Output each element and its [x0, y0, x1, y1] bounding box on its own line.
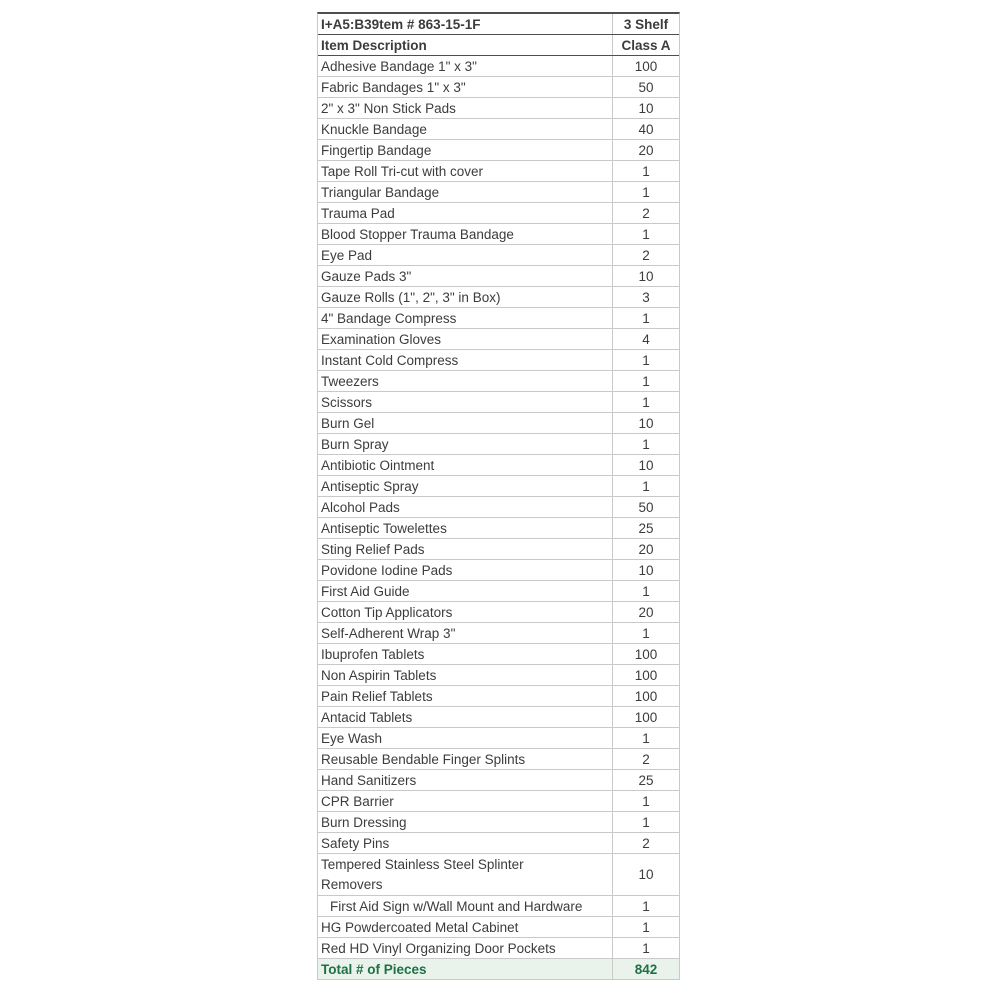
item-cell [318, 896, 613, 916]
table-row [318, 287, 679, 308]
item-cell [318, 686, 613, 706]
item-cell [318, 329, 613, 349]
item-label: Povidone Iodine Pads [321, 562, 453, 578]
qty-cell [613, 896, 679, 916]
table-row [318, 665, 679, 686]
table-row [318, 371, 679, 392]
qty-cell [613, 392, 679, 412]
item-cell [318, 728, 613, 748]
item-label: Gauze Rolls (1", 2", 3" in Box) [321, 289, 501, 305]
table-row [318, 203, 679, 224]
qty-cell [613, 560, 679, 580]
qty-value: 1 [642, 583, 650, 599]
item-cell [318, 623, 613, 643]
item-cell [318, 392, 613, 412]
table-row [318, 308, 679, 329]
qty-value: 100 [634, 709, 658, 725]
total-value-cell [613, 959, 679, 979]
item-cell [318, 707, 613, 727]
qty-cell [613, 791, 679, 811]
item-label: HG Powdercoated Metal Cabinet [321, 919, 519, 935]
item-cell [318, 854, 613, 895]
item-cell [318, 413, 613, 433]
item-cell [318, 287, 613, 307]
qty-value: 1 [642, 898, 650, 914]
item-cell [318, 98, 613, 118]
qty-value: 2 [642, 835, 650, 851]
item-label: Pain Relief Tablets [321, 688, 433, 704]
item-label: Tempered Stainless Steel Splinter Removers [321, 856, 524, 892]
item-cell [318, 938, 613, 958]
qty-cell [613, 329, 679, 349]
qty-value: 1 [642, 814, 650, 830]
qty-cell [613, 413, 679, 433]
qty-cell [613, 854, 679, 895]
item-label: Fabric Bandages 1" x 3" [321, 79, 466, 95]
qty-value: 1 [642, 730, 650, 746]
item-label: Non Aspirin Tablets [321, 667, 437, 683]
qty-value: 1 [642, 940, 650, 956]
table-body [318, 56, 679, 959]
qty-value: 100 [634, 646, 658, 662]
item-cell [318, 224, 613, 244]
item-label: Eye Wash [321, 730, 383, 746]
item-label: Gauze Pads 3" [321, 268, 412, 284]
qty-value: 1 [642, 310, 650, 326]
item-label: Antibiotic Ointment [321, 457, 435, 473]
qty-value: 1 [642, 226, 650, 242]
qty-value: 100 [634, 667, 658, 683]
qty-cell [613, 770, 679, 790]
qty-value: 1 [642, 184, 650, 200]
item-label: 2" x 3" Non Stick Pads [321, 100, 456, 116]
title-row [318, 14, 679, 35]
table-row [318, 749, 679, 770]
qty-cell [613, 140, 679, 160]
qty-value: 1 [642, 919, 650, 935]
table-row [318, 644, 679, 665]
table-row [318, 686, 679, 707]
table-row [318, 623, 679, 644]
item-cell [318, 476, 613, 496]
qty-value: 25 [638, 520, 654, 536]
qty-cell [613, 749, 679, 769]
qty-cell [613, 728, 679, 748]
item-label: Eye Pad [321, 247, 373, 263]
qty-value: 2 [642, 751, 650, 767]
qty-cell [613, 203, 679, 223]
qty-value: 1 [642, 793, 650, 809]
item-cell [318, 497, 613, 517]
item-label: First Aid Sign w/Wall Mount and Hardware [330, 898, 583, 914]
qty-value: 50 [638, 499, 654, 515]
item-label: Reusable Bendable Finger Splints [321, 751, 526, 767]
item-label: Knuckle Bandage [321, 121, 427, 137]
qty-value: 1 [642, 163, 650, 179]
item-label: Tape Roll Tri-cut with cover [321, 163, 484, 179]
qty-value: 20 [638, 604, 654, 620]
table-row [318, 518, 679, 539]
item-label: Scissors [321, 394, 373, 410]
qty-cell [613, 287, 679, 307]
item-cell [318, 917, 613, 937]
item-label: Instant Cold Compress [321, 352, 459, 368]
kit-title-cell [318, 14, 613, 34]
item-label: Examination Gloves [321, 331, 442, 347]
qty-cell [613, 308, 679, 328]
item-cell [318, 119, 613, 139]
table-row [318, 140, 679, 161]
qty-value: 4 [642, 331, 650, 347]
item-label: Antiseptic Towelettes [321, 520, 447, 536]
table-row [318, 602, 679, 623]
qty-cell [613, 602, 679, 622]
item-label: Burn Gel [321, 415, 375, 431]
total-value: 842 [634, 961, 658, 977]
item-label: Antiseptic Spray [321, 478, 419, 494]
item-cell [318, 644, 613, 664]
item-label: First Aid Guide [321, 583, 410, 599]
qty-cell [613, 350, 679, 370]
item-cell [318, 539, 613, 559]
qty-cell [613, 833, 679, 853]
qty-value: 40 [638, 121, 654, 137]
item-label: Tweezers [321, 373, 379, 389]
item-label: Ibuprofen Tablets [321, 646, 425, 662]
table-row [318, 770, 679, 791]
table-row [318, 266, 679, 287]
table-row [318, 791, 679, 812]
total-label-cell [318, 959, 613, 979]
item-cell [318, 602, 613, 622]
table-row [318, 539, 679, 560]
item-label: Red HD Vinyl Organizing Door Pockets [321, 940, 556, 956]
qty-value: 10 [638, 100, 654, 116]
qty-cell [613, 518, 679, 538]
item-cell [318, 308, 613, 328]
item-cell [318, 665, 613, 685]
item-cell [318, 581, 613, 601]
table-row [318, 854, 679, 896]
table-row [318, 728, 679, 749]
qty-cell [613, 161, 679, 181]
table-row [318, 329, 679, 350]
table-row [318, 812, 679, 833]
table-row [318, 497, 679, 518]
table-row [318, 392, 679, 413]
table-row [318, 161, 679, 182]
qty-value: 1 [642, 373, 650, 389]
table-row [318, 455, 679, 476]
item-cell [318, 560, 613, 580]
table-row [318, 707, 679, 728]
qty-value: 1 [642, 436, 650, 452]
item-label: Trauma Pad [321, 205, 395, 221]
table-row [318, 434, 679, 455]
qty-cell [613, 539, 679, 559]
table-row [318, 119, 679, 140]
item-label: Cotton Tip Applicators [321, 604, 453, 620]
item-label: Burn Dressing [321, 814, 407, 830]
item-description-header: Item Description [321, 37, 427, 53]
item-cell [318, 182, 613, 202]
qty-cell [613, 917, 679, 937]
qty-cell [613, 581, 679, 601]
column-header-row [318, 35, 679, 56]
item-cell [318, 161, 613, 181]
class-header: Class A [621, 37, 671, 53]
qty-cell [613, 812, 679, 832]
item-cell [318, 56, 613, 76]
qty-cell [613, 497, 679, 517]
shelf-cell [613, 14, 679, 34]
item-cell [318, 203, 613, 223]
table-row [318, 77, 679, 98]
qty-value: 20 [638, 142, 654, 158]
item-label: Burn Spray [321, 436, 389, 452]
qty-cell [613, 434, 679, 454]
qty-cell [613, 371, 679, 391]
item-description-header-cell [318, 35, 613, 55]
table-row [318, 350, 679, 371]
shelf-label: 3 Shelf [623, 16, 669, 32]
table-row [318, 896, 679, 917]
qty-cell [613, 455, 679, 475]
item-cell [318, 140, 613, 160]
qty-cell [613, 98, 679, 118]
table-row [318, 98, 679, 119]
item-cell [318, 350, 613, 370]
qty-value: 2 [642, 247, 650, 263]
qty-value: 100 [634, 688, 658, 704]
table-row [318, 581, 679, 602]
item-cell [318, 518, 613, 538]
item-cell [318, 791, 613, 811]
qty-cell [613, 119, 679, 139]
class-header-cell [613, 35, 679, 55]
qty-cell [613, 644, 679, 664]
item-cell [318, 371, 613, 391]
table-row [318, 833, 679, 854]
item-cell [318, 749, 613, 769]
qty-cell [613, 266, 679, 286]
table-row [318, 476, 679, 497]
qty-value: 1 [642, 352, 650, 368]
item-label: Safety Pins [321, 835, 390, 851]
qty-value: 10 [638, 415, 654, 431]
table-row [318, 182, 679, 203]
qty-cell [613, 665, 679, 685]
qty-cell [613, 77, 679, 97]
item-cell [318, 833, 613, 853]
qty-value: 10 [638, 457, 654, 473]
table-row [318, 560, 679, 581]
table-row [318, 224, 679, 245]
item-cell [318, 266, 613, 286]
qty-cell [613, 245, 679, 265]
item-cell [318, 812, 613, 832]
qty-cell [613, 476, 679, 496]
qty-value: 1 [642, 394, 650, 410]
table-row [318, 413, 679, 434]
qty-cell [613, 623, 679, 643]
qty-value: 2 [642, 205, 650, 221]
item-label: Fingertip Bandage [321, 142, 432, 158]
qty-value: 1 [642, 625, 650, 641]
total-row [318, 959, 679, 980]
qty-cell [613, 224, 679, 244]
qty-cell [613, 938, 679, 958]
item-cell [318, 770, 613, 790]
total-label: Total # of Pieces [321, 961, 427, 977]
item-cell [318, 434, 613, 454]
qty-cell [613, 56, 679, 76]
qty-value: 10 [638, 268, 654, 284]
item-label: Adhesive Bandage 1" x 3" [321, 58, 477, 74]
item-label: Hand Sanitizers [321, 772, 417, 788]
qty-value: 1 [642, 478, 650, 494]
table-row [318, 917, 679, 938]
table-row [318, 245, 679, 266]
qty-value: 100 [634, 58, 658, 74]
item-cell [318, 455, 613, 475]
qty-cell [613, 686, 679, 706]
item-label: Alcohol Pads [321, 499, 400, 515]
item-label: Antacid Tablets [321, 709, 413, 725]
qty-value: 3 [642, 289, 650, 305]
item-label: Blood Stopper Trauma Bandage [321, 226, 514, 242]
item-label: CPR Barrier [321, 793, 394, 809]
item-label: Self-Adherent Wrap 3" [321, 625, 456, 641]
table-row [318, 938, 679, 959]
qty-cell [613, 707, 679, 727]
qty-value: 10 [638, 867, 654, 882]
qty-value: 20 [638, 541, 654, 557]
qty-value: 10 [638, 562, 654, 578]
item-label: Triangular Bandage [321, 184, 440, 200]
qty-value: 25 [638, 772, 654, 788]
qty-cell [613, 182, 679, 202]
item-cell [318, 245, 613, 265]
table-row [318, 56, 679, 77]
qty-value: 50 [638, 79, 654, 95]
item-cell [318, 77, 613, 97]
inventory-table [317, 12, 680, 980]
kit-title: I+A5:B39tem # 863-15-1F [321, 16, 481, 32]
item-label: 4" Bandage Compress [321, 310, 457, 326]
item-label: Sting Relief Pads [321, 541, 425, 557]
